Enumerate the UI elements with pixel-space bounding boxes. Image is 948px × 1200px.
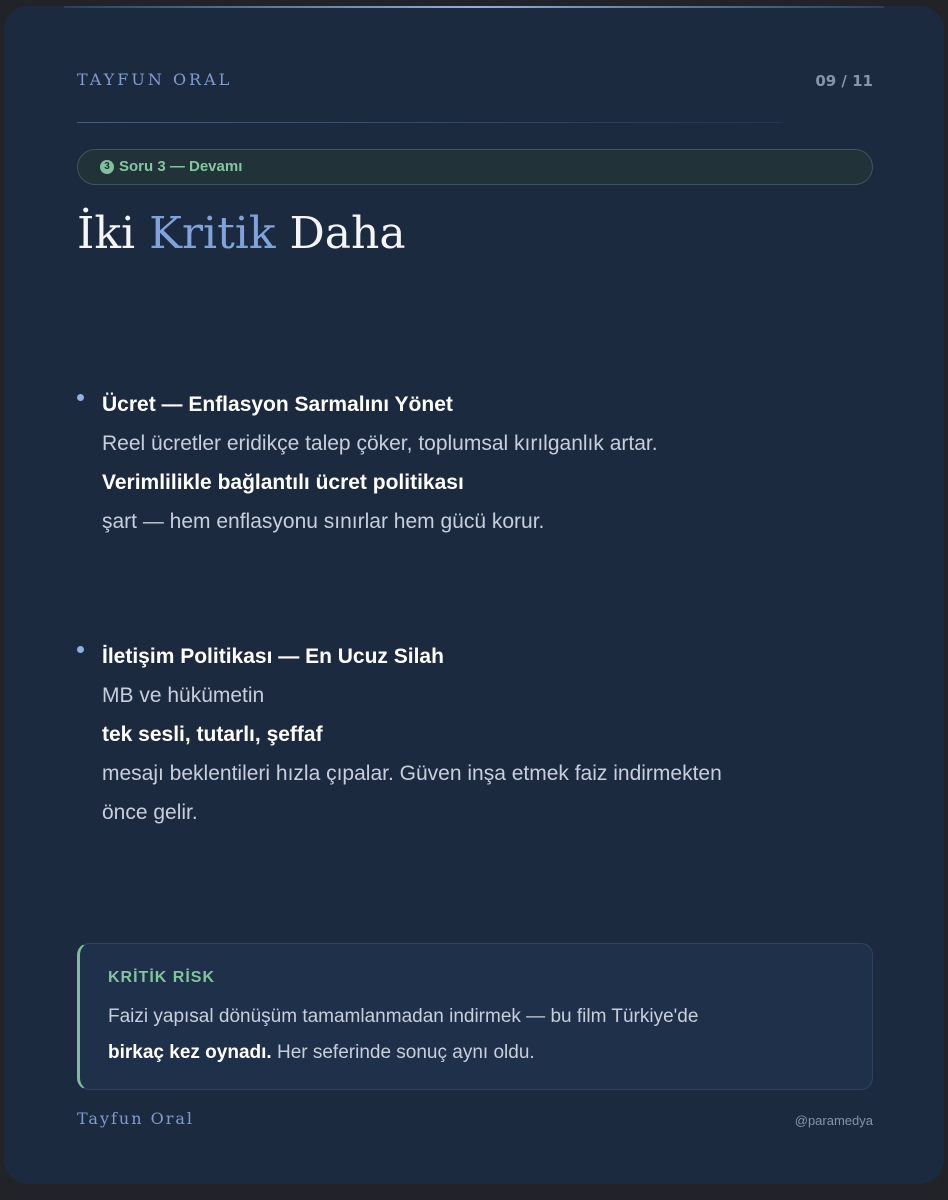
bullet-heading: İletişim Politikası — En Ucuz Silah bbox=[102, 645, 444, 668]
risk-text bbox=[108, 999, 848, 1071]
bullet-text: önce gelir. bbox=[102, 801, 198, 824]
numbered-circle-icon: 3 bbox=[100, 160, 114, 174]
header-divider bbox=[77, 122, 783, 123]
title-trail: Daha bbox=[275, 208, 406, 259]
risk-text-emphasis: birkaç kez oynadı. bbox=[108, 1042, 272, 1063]
page-number: 09 / 11 bbox=[815, 72, 873, 90]
bullet-heading: Ücret — Enflasyon Sarmalını Yönet bbox=[102, 393, 453, 416]
section-tag-label: Soru 3 — Devamı bbox=[119, 158, 243, 175]
risk-text-trail: Her seferinde sonuç aynı oldu. bbox=[271, 1042, 535, 1063]
bullet-dot-icon bbox=[77, 646, 84, 653]
footer-handle: @paramedya bbox=[794, 1113, 873, 1128]
critical-risk-callout bbox=[77, 943, 873, 1090]
slide-card bbox=[4, 6, 944, 1184]
slide-header bbox=[77, 70, 873, 94]
risk-text-lead: Faizi yapısal dönüşüm tamamlanmadan indirmek — bu film Türkiye'de bbox=[108, 1006, 699, 1027]
bullet-body bbox=[102, 385, 847, 541]
title-accent-word: Kritik bbox=[149, 208, 276, 259]
bullet-emphasis: tek sesli, tutarlı, şeffaf bbox=[102, 723, 323, 746]
risk-title: KRİTİK RİSK bbox=[108, 969, 215, 986]
bullet-text: mesajı beklentileri hızla çıpalar. Güven inşa etmek faiz indirmekten bbox=[102, 762, 722, 785]
bullet-emphasis: Verimlilikle bağlantılı ücret politikası bbox=[102, 471, 464, 494]
bullet-text: MB ve hükümetin bbox=[102, 684, 265, 707]
top-accent-line bbox=[64, 6, 884, 8]
bullet-dot-icon bbox=[77, 394, 84, 401]
bullet-text: Reel ücretler eridikçe talep çöker, toplumsal kırılganlık artar. bbox=[102, 432, 658, 455]
bullet-body bbox=[102, 637, 847, 832]
footer-brand: Tayfun Oral bbox=[77, 1109, 195, 1128]
bullet-text: şart — hem enflasyonu sınırlar hem gücü korur. bbox=[102, 510, 545, 533]
section-tag bbox=[77, 149, 873, 185]
header-brand: TAYFUN ORAL bbox=[77, 70, 233, 89]
slide-title bbox=[77, 206, 406, 262]
title-lead: İki bbox=[77, 208, 150, 259]
